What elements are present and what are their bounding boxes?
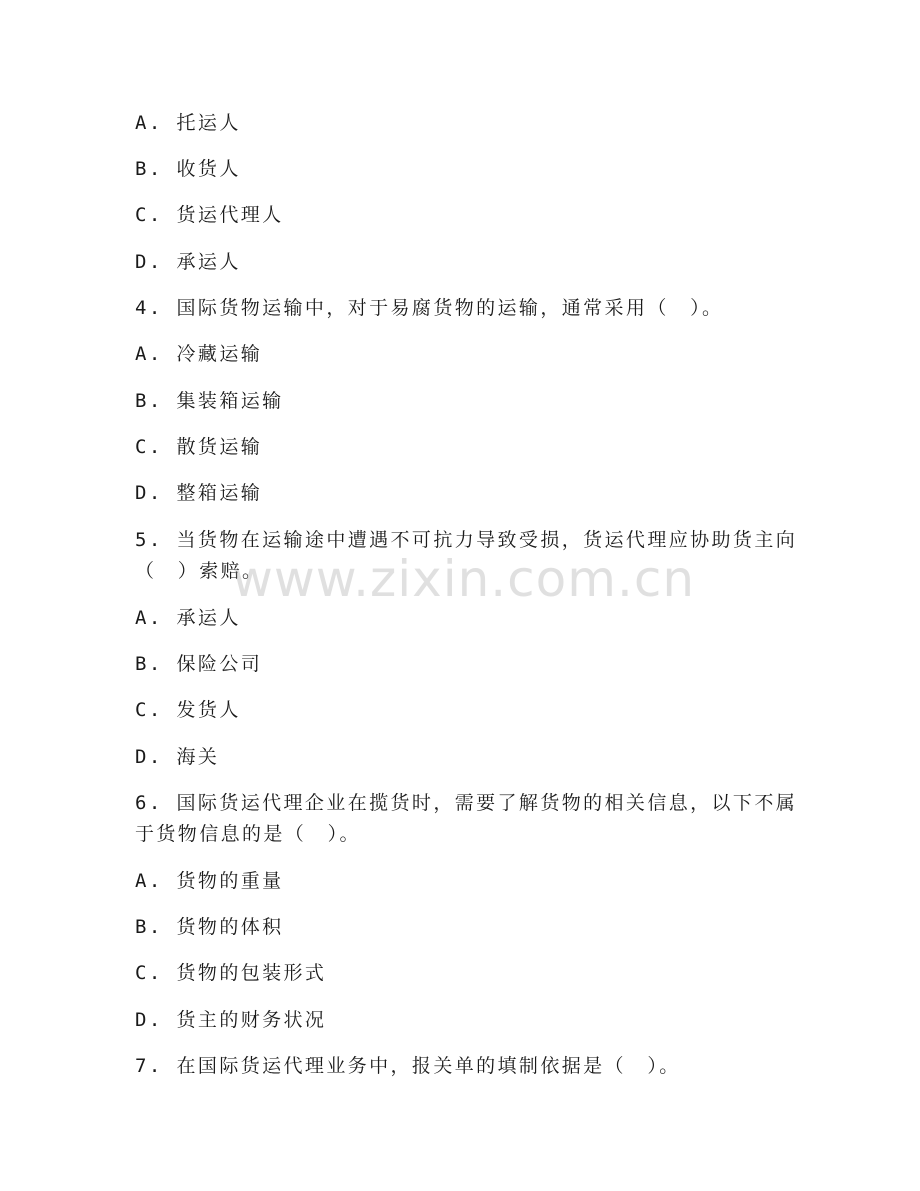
q4-option-c: C. 散货运输 xyxy=(135,436,263,458)
q4-option-d: D. 整箱运输 xyxy=(135,482,263,504)
q3-option-d: D. 承运人 xyxy=(135,251,241,273)
q6-stem-line2: 于货物信息的是（ ）。 xyxy=(135,823,361,845)
q3-option-a: A. 托运人 xyxy=(135,112,241,134)
watermark: www.zixin.com.cn xyxy=(232,550,696,608)
q5-option-d: D. 海关 xyxy=(135,746,220,768)
q7-stem: 7. 在国际货运代理业务中，报关单的填制依据是（ ）。 xyxy=(135,1055,681,1077)
q6-stem-line1: 6. 国际货运代理企业在揽货时，需要了解货物的相关信息，以下不属 xyxy=(135,792,798,814)
q6-option-d: D. 货主的财务状况 xyxy=(135,1009,327,1031)
q5-stem-line2: （ ）索赔。 xyxy=(135,560,264,582)
q6-option-c: C. 货物的包装形式 xyxy=(135,962,327,984)
q4-option-b: B. 集装箱运输 xyxy=(135,390,284,412)
q6-option-a: A. 货物的重量 xyxy=(135,870,284,892)
q6-option-b: B. 货物的体积 xyxy=(135,916,284,938)
q5-stem-line1: 5. 当货物在运输途中遭遇不可抗力导致受损，货运代理应协助货主向 xyxy=(135,529,798,551)
q4-stem: 4. 国际货物运输中，对于易腐货物的运输，通常采用（ ）。 xyxy=(135,297,724,319)
q3-option-c: C. 货运代理人 xyxy=(135,204,284,226)
q5-option-c: C. 发货人 xyxy=(135,699,241,721)
q5-option-b: B. 保险公司 xyxy=(135,653,263,675)
q3-option-b: B. 收货人 xyxy=(135,158,241,180)
q4-option-a: A. 冷藏运输 xyxy=(135,343,263,365)
q5-option-a: A. 承运人 xyxy=(135,607,241,629)
